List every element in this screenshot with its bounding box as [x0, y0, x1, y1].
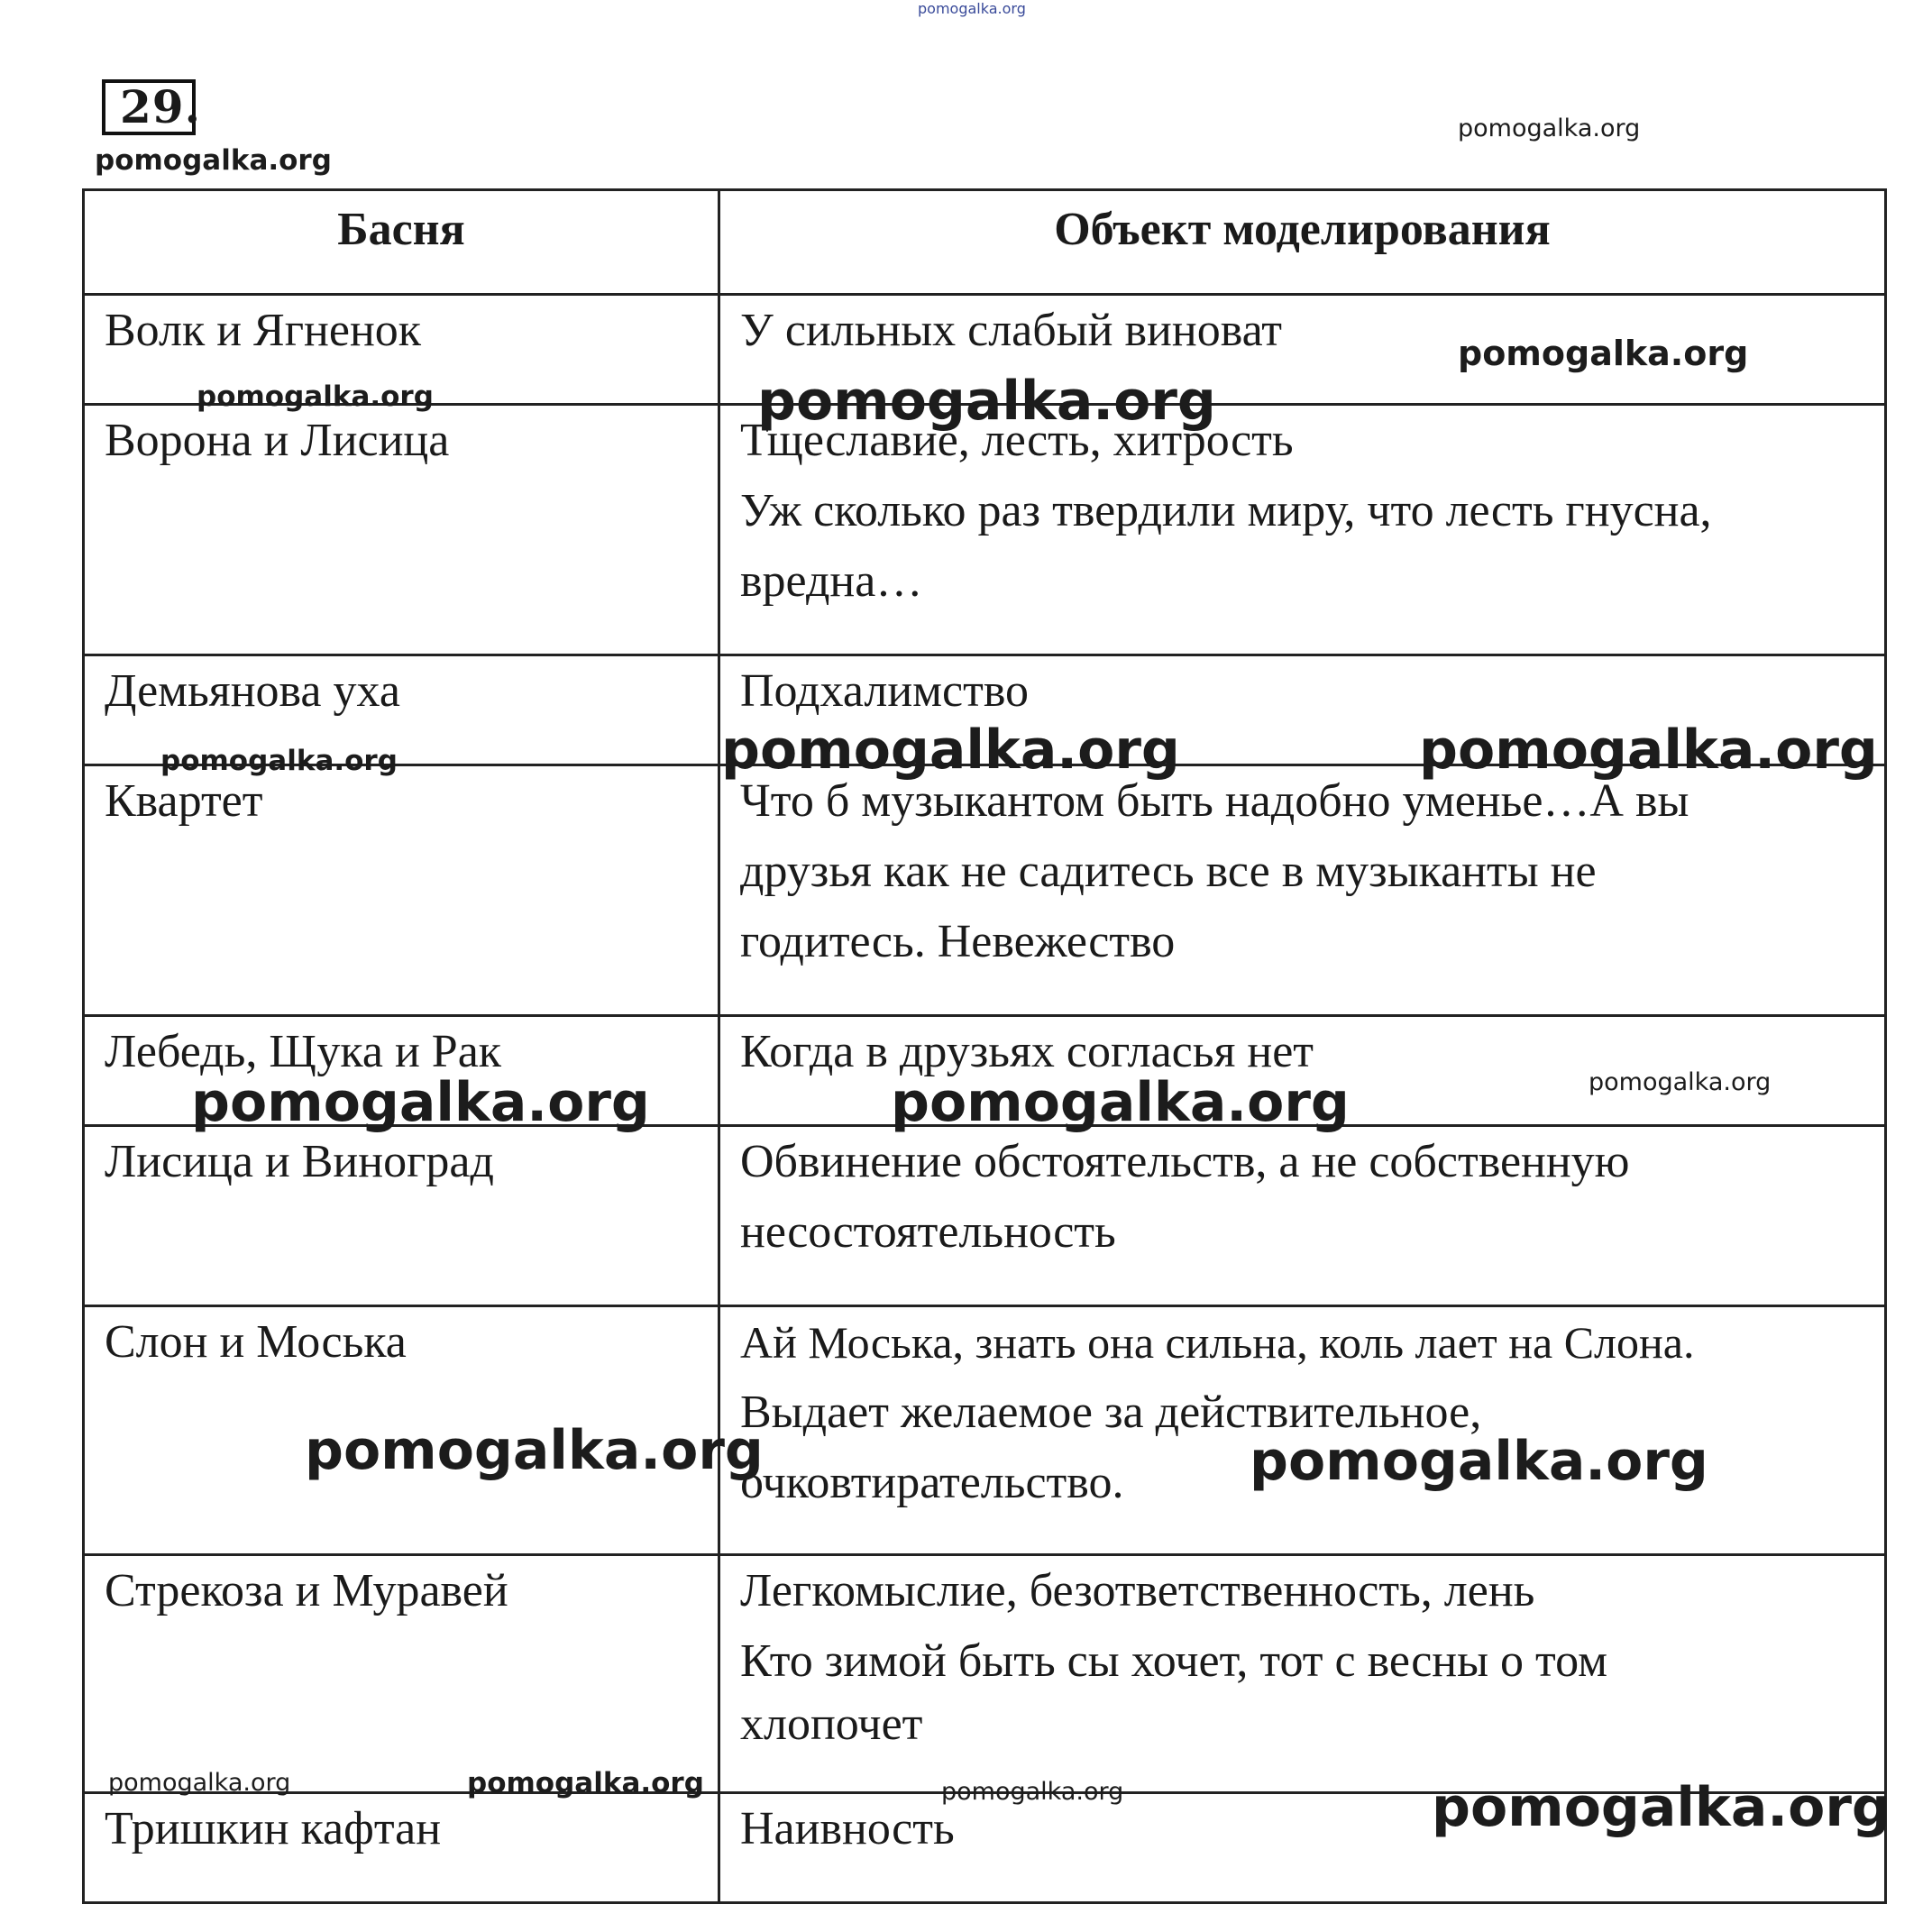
watermark: pomogalka.org [941, 1778, 1124, 1806]
fable-cell: Демьянова уха [84, 655, 719, 765]
object-line: Когда в друзьях согласья нет [740, 1026, 1314, 1077]
object-line: Выдает желаемое за действительное, [740, 1387, 1482, 1438]
object-line: Легкомыслие, безответственность, лень [740, 1565, 1535, 1616]
watermark: pomogalka.org [721, 719, 1180, 782]
table-row [84, 1126, 1886, 1306]
object-line: Тщеславие, лесть, хитрость [740, 415, 1294, 466]
object-line: вредна… [740, 555, 923, 607]
object-cell [719, 1126, 1886, 1306]
watermark: pomogalka.org [918, 0, 1026, 17]
fable-cell: Ворона и Лисица [84, 405, 719, 655]
table-row [84, 765, 1886, 1016]
object-line: очковтирательство. [740, 1457, 1124, 1508]
fable-cell: Лебедь, Щука и Рак [84, 1016, 719, 1126]
fable-cell: Стрекоза и Муравей [84, 1555, 719, 1793]
object-line: Ай Моська, знать она сильна, коль лает на Слона. [740, 1317, 1695, 1368]
fable-cell: Квартет [84, 765, 719, 1016]
watermark: pomogalka.org [1432, 1776, 1891, 1839]
object-line: Уж сколько раз твердили миру, что лесть гнусна, [740, 485, 1712, 536]
object-line: У сильных слабый виноват [740, 305, 1283, 356]
watermark: pomogalka.org [1458, 114, 1641, 142]
table-header-row [84, 190, 1886, 295]
object-line: годитесь. Невежество [740, 916, 1176, 967]
object-cell [719, 1555, 1886, 1793]
fable-cell: Лисица и Виноград [84, 1126, 719, 1306]
watermark: pomogalka.org [305, 1419, 764, 1482]
header-modeling-object: Объект моделирования [719, 190, 1886, 295]
watermark: pomogalka.org [191, 1071, 650, 1134]
task-number: 29. [102, 79, 196, 135]
watermark: pomogalka.org [1589, 1068, 1772, 1096]
fable-cell: Слон и Моська [84, 1306, 719, 1555]
object-line: друзья как не садитесь все в музыканты не [740, 846, 1597, 897]
fables-table [82, 188, 1887, 1904]
watermark: pomogalka.org [197, 380, 434, 413]
object-line: Обвинение обстоятельств, а не собственную [740, 1136, 1630, 1187]
object-line: Наивность [740, 1803, 955, 1854]
fable-cell: Тришкин кафтан [84, 1793, 719, 1903]
object-line: хлопочет [740, 1699, 923, 1750]
object-line: Кто зимой быть сы хочет, тот с весны о том [740, 1635, 1607, 1687]
watermark: pomogalka.org [1250, 1430, 1708, 1493]
header-fable: Басня [84, 190, 719, 295]
watermark: pomogalka.org [1458, 334, 1749, 373]
watermark: pomogalka.org [160, 745, 398, 777]
object-cell [719, 405, 1886, 655]
table-row [84, 405, 1886, 655]
object-line: Что б музыкантом быть надобно уменье…А вы [740, 775, 1689, 827]
fable-cell: Волк и Ягненок [84, 295, 719, 405]
object-line: несостоятельность [740, 1206, 1116, 1258]
object-line: Подхалимство [740, 665, 1030, 717]
table-row [84, 1555, 1886, 1793]
watermark: pomogalka.org [891, 1071, 1350, 1134]
object-cell [719, 765, 1886, 1016]
watermark: pomogalka.org [1419, 719, 1878, 782]
watermark: pomogalka.org [95, 144, 332, 177]
watermark: pomogalka.org [108, 1769, 291, 1797]
watermark: pomogalka.org [757, 370, 1216, 433]
watermark: pomogalka.org [467, 1767, 704, 1799]
